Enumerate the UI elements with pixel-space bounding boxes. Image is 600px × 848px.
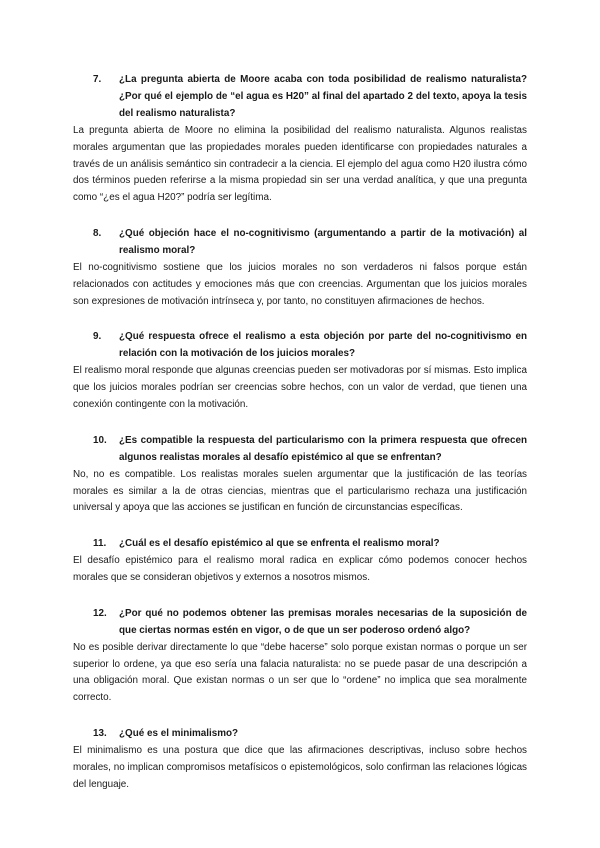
question [73,432,527,466]
question-number: 11. [93,538,107,550]
question-number: 12. [93,607,107,619]
question-text: ¿Por qué no podemos obtener las premisas morales necesarias de la suposición de que ciertas normas estén en vigor, o de que un ser poderoso ordenó algo? [119,607,527,636]
question [73,605,527,639]
question [73,71,527,122]
question-text: ¿Cuál es el desafío epistémico al que se enfrenta el realismo moral? [119,538,440,550]
qa-item-11 [73,535,527,587]
answer-text: El minimalismo es una postura que dice que las afirmaciones descriptivas, incluso sobre hechos morales, no implican compromisos metafísicos o epistemológicos, solo confirman las relaciones lógicas del lenguaje. [73,744,527,790]
answer-text: El desafío epistémico para el realismo moral radica en explicar cómo podemos conocer hechos morales que se consideran objetivos y externos a nosotros mismos. [73,555,527,583]
qa-item-7 [73,71,527,207]
answer-text: No es posible derivar directamente lo que “debe hacerse” solo porque existan normas o porque un ser superior lo ordene, ya que eso sería una falacia naturalista: no se puede pasar de una descripción a una obligación moral. Que existan normas o un ser que lo “ordene” no implica que sea moralmente correcto. [73,641,527,704]
qa-item-12 [73,605,527,707]
question [73,535,527,552]
question [73,328,527,362]
question-number: 7. [93,74,102,85]
question-text: ¿Qué respuesta ofrece el realismo a esta objeción por parte del no-cognitivismo en relación con la motivación de los juicios morales? [119,331,527,360]
question-number: 13. [93,727,107,739]
question-text: ¿Qué es el minimalismo? [119,727,239,739]
question-text: ¿Es compatible la respuesta del particularismo con la primera respuesta que ofrecen algunos realistas morales al desafío epistémico al que se enfrentan? [119,434,527,463]
qa-item-9 [73,328,527,413]
qa-item-13 [73,725,527,793]
answer-text: La pregunta abierta de Moore no elimina la posibilidad del realismo naturalista. Algunos realistas morales argumentan que las propiedades morales pueden identificarse con propiedades naturales a través de un análisis semántico sin contradecir a la ciencia. El ejemplo del agua como H20 ilustra cómo dos términos pueden referirse a la misma propiedad sin ser una verdad analítica, y que una pregunta como “¿es el agua H20?” podría ser legítima. [73,125,527,204]
question [73,225,527,259]
question-number: 8. [93,227,102,239]
answer-text: El no-cognitivismo sostiene que los juicios morales no son verdaderos ni falsos porque están relacionados con actitudes y emociones más que con creencias. Argumentan que los juicios morales son expresiones de motivación intrínseca y, por tanto, no constituyen afirmaciones de hechos. [73,261,527,307]
answer-text: El realismo moral responde que algunas creencias pueden ser motivadoras por sí mismas. Esto implica que los juicios morales podrían ser creencias sobre hechos, con un valor de verdad, que tienen una conexión contingente con la motivación. [73,365,527,410]
answer-text: No, no es compatible. Los realistas morales suelen argumentar que la justificación de las teorías morales es similar a la de otras ciencias, mientras que el particularismo rechaza una justificación universal y apoya que las acciones se justifican en función de circunstancias específicas. [73,468,527,514]
question-number: 10. [93,434,107,446]
qa-item-8 [73,225,527,310]
question-text: ¿Qué objeción hace el no-cognitivismo (argumentando a partir de la motivación) al realismo moral? [119,227,527,256]
qa-item-10 [73,432,527,517]
question [73,725,527,742]
question-number: 9. [93,331,102,343]
question-text: ¿La pregunta abierta de Moore acaba con toda posibilidad de realismo naturalista? ¿Por qué el ejemplo de “el agua es H20” al final del apartado 2 del texto, apoya la tesis del realismo naturalista? [119,74,527,119]
